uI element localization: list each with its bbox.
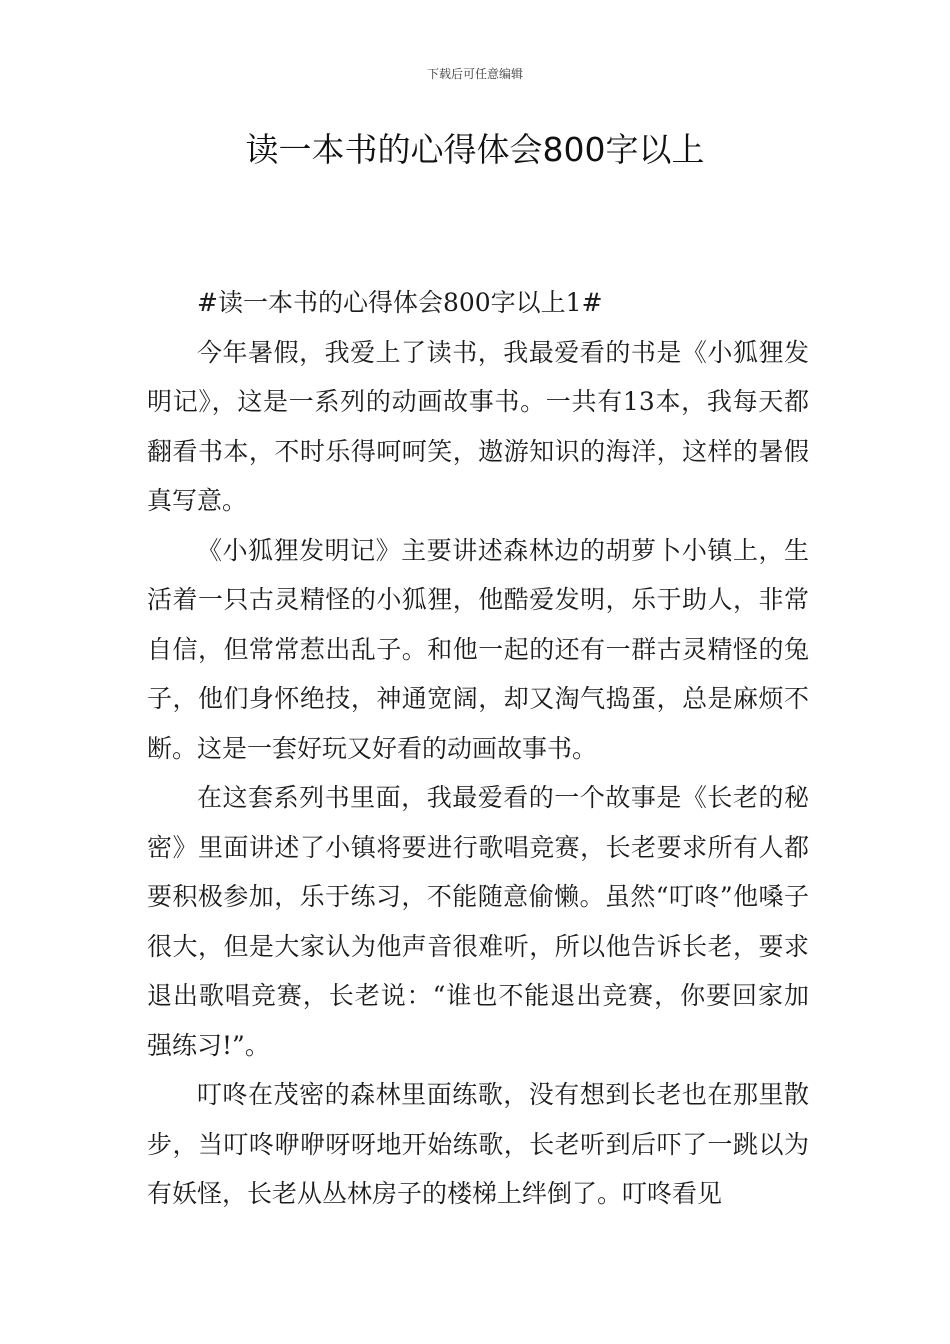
body-paragraph: 《小狐狸发明记》主要讲述森林边的胡萝卜小镇上，生活着一只古灵精怪的小狐狸，他酷爱发明，乐于助人，非常自信，但常常惹出乱子。和他一起的还有一群古灵精怪的兔子，他们身怀绝技，神通宽阔，却又淘气捣蛋，总是麻烦不断。这是一套好玩又好看的动画故事书。 [147,535,809,763]
section-heading-paragraph: #读一本书的心得体会800字以上1# [197,288,603,317]
document-title: 读一本书的心得体会800字以上 [245,130,705,169]
header-note: 下载后可任意编辑 [426,67,523,81]
body-paragraph: 在这套系列书里面，我最爱看的一个故事是《长老的秘密》里面讲述了小镇将要进行歌唱竞赛，长老要求所有人都要积极参加，乐于练习，不能随意偷懒。虽然“叮咚”他嗓子很大，但是大家认为他声音很难听，所以他告诉长老，要求退出歌唱竞赛，长老说：“谁也不能退出竞赛，你要回家加强练习!”。 [147,783,809,1060]
body-paragraph: 叮咚在茂密的森林里面练歌，没有想到长老也在那里散步，当叮咚咿咿呀呀地开始练歌，长老听到后吓了一跳以为有妖怪，长老从丛林房子的楼梯上绊倒了。叮咚看见 [147,1080,809,1208]
body-paragraph: 今年暑假，我爱上了读书，我最爱看的书是《小狐狸发明记》，这是一系列的动画故事书。一共有13本，我每天都翻看书本，不时乐得呵呵笑，遨游知识的海洋，这样的暑假真写意。 [147,337,809,515]
document-body [147,278,809,1219]
